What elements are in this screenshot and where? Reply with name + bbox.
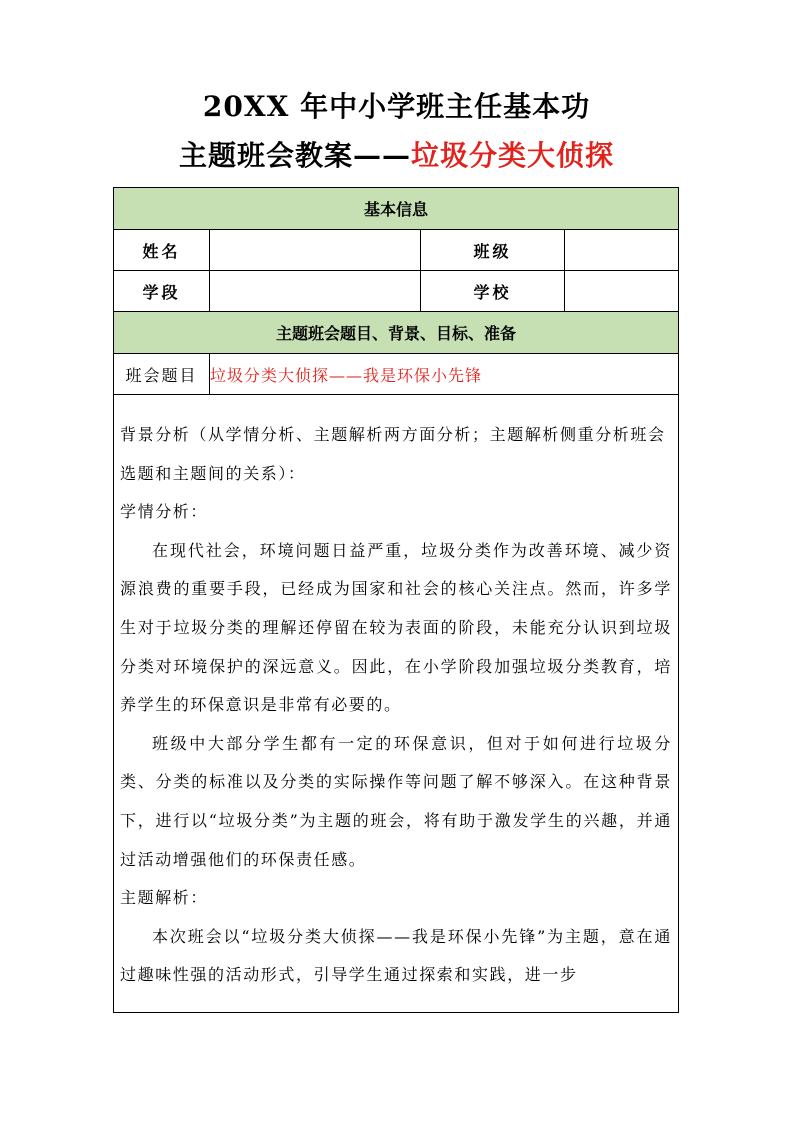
background-analysis-cell: [114, 395, 679, 1013]
background-heading: 背景分析（从学情分析、主题解析两方面分析；主题解析侧重分析班会选题和主题间的关系）：: [120, 425, 666, 483]
student-analysis-heading: 学情分析：: [120, 502, 209, 522]
school-label: 学校: [421, 271, 565, 312]
topic-value: 垃圾分类大侦探——我是环保小先锋: [210, 354, 679, 395]
document-title-line1: 20XX 年中小学班主任基本功: [202, 90, 591, 123]
class-value: [565, 230, 679, 271]
section-topic-background: 主题班会题目、背景、目标、准备: [114, 312, 679, 354]
title-highlight: 垃圾分类大侦探: [411, 139, 615, 172]
topic-label: 班会题目: [114, 354, 210, 395]
name-label: 姓名: [114, 230, 210, 271]
lesson-plan-table: [113, 187, 679, 1013]
school-value: [565, 271, 679, 312]
student-analysis-paragraph-1: 在现代社会，环境问题日益严重，垃圾分类作为改善环境、减少资源浪费的重要手段，已经成为国家和社会的核心关注点。然而，许多学生对于垃圾分类的理解还停留在较为表面的阶段，未能充分认识到垃圾分类对环境保护的深远意义。因此，在小学阶段加强垃圾分类教育，培养学生的环保意识是非常有必要的。: [120, 540, 673, 715]
theme-analysis-paragraph-1: 本次班会以“垃圾分类大侦探——我是环保小先锋”为主题，意在通过趣味性强的活动形式，引导学生通过探索和实践，进一步: [120, 926, 673, 985]
class-label: 班级: [421, 230, 565, 271]
document-title-line2: [0, 134, 793, 174]
title-prefix: 主题班会教案——: [178, 139, 411, 172]
name-value: [210, 230, 421, 271]
student-analysis-paragraph-2: 班级中大部分学生都有一定的环保意识，但对于如何进行垃圾分类、分类的标准以及分类的实际操作等问题了解不够深入。在这种背景下，进行以“垃圾分类”为主题的班会，将有助于激发学生的兴趣，并通过活动增强他们的环保责任感。: [120, 733, 673, 869]
section-basic-info: 基本信息: [114, 188, 679, 230]
stage-value: [210, 271, 421, 312]
theme-analysis-heading: 主题解析：: [120, 888, 209, 908]
stage-label: 学段: [114, 271, 210, 312]
